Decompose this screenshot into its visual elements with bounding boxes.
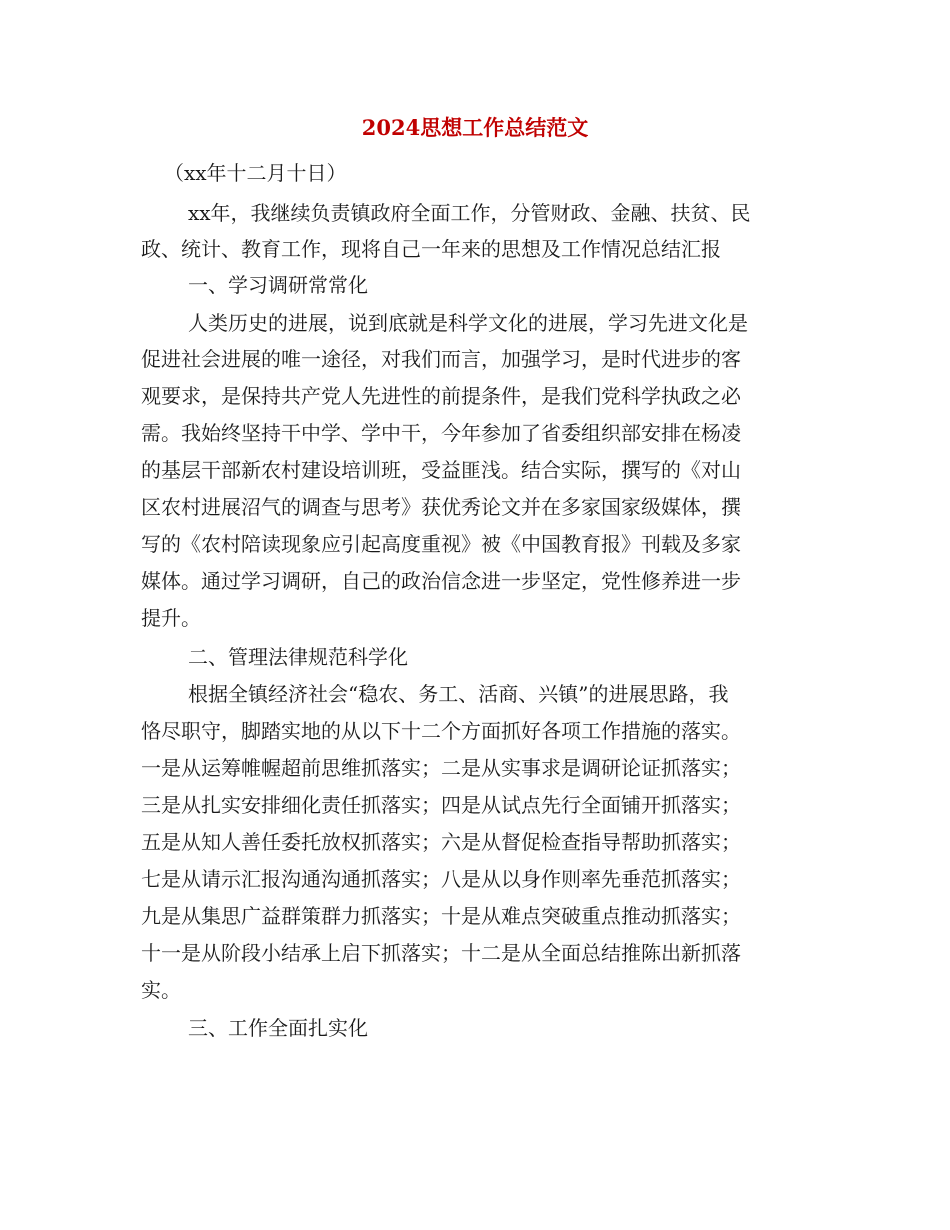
paragraph-line: 提升。 [141, 606, 201, 630]
paragraph-line: 的基层干部新农村建设培训班，受益匪浅。结合实际，撰写的《对山 [141, 458, 741, 482]
paragraph-line: 政、统计、教育工作，现将自己一年来的思想及工作情况总结汇报 [141, 237, 721, 261]
paragraph-line: 七是从请示汇报沟通沟通抓落实；八是从以身作则率先垂范抓落实； [141, 867, 741, 891]
paragraph-line: 恪尽职守，脚踏实地的从以下十二个方面抓好各项工作措施的落实。 [141, 719, 741, 743]
paragraph-line: 一是从运筹帷幄超前思维抓落实；二是从实事求是调研论证抓落实； [141, 756, 741, 780]
paragraph-line: 十一是从阶段小结承上启下抓落实；十二是从全面总结推陈出新抓落 [141, 941, 741, 965]
section-heading: 二、管理法律规范科学化 [188, 645, 408, 669]
paragraph-line: 五是从知人善任委托放权抓落实；六是从督促检查指导帮助抓落实； [141, 830, 741, 854]
paragraph-line: 促进社会进展的唯一途径，对我们而言，加强学习，是时代进步的客 [141, 347, 741, 371]
document-title: 2024思想工作总结范文 [361, 115, 589, 140]
paragraph-line: 需。我始终坚持干中学、学中干，今年参加了省委组织部安排在杨凌 [141, 421, 741, 445]
paragraph-line: 人类历史的进展，说到底就是科学文化的进展，学习先进文化是 [188, 311, 748, 335]
paragraph-line: 写的《农村陪读现象应引起高度重视》被《中国教育报》刊载及多家 [141, 532, 741, 556]
paragraph-line: 根据全镇经济社会“稳农、务工、活商、兴镇”的进展思路，我 [188, 682, 729, 706]
paragraph-line: 九是从集思广益群策群力抓落实；十是从难点突破重点推动抓落实； [141, 904, 741, 928]
paragraph-line: 三是从扎实安排细化责任抓落实；四是从试点先行全面铺开抓落实； [141, 793, 741, 817]
paragraph-line: 观要求，是保持共产党人先进性的前提条件，是我们党科学执政之必 [141, 384, 741, 408]
paragraph-line: 实。 [141, 978, 181, 1002]
paragraph-line: 区农村进展沼气的调查与思考》获优秀论文并在多家国家级媒体，撰 [141, 495, 741, 519]
date-line: （xx年十二月十日） [164, 161, 347, 185]
section-heading: 一、学习调研常常化 [188, 273, 368, 297]
section-heading: 三、工作全面扎实化 [188, 1016, 368, 1040]
paragraph-line: 媒体。通过学习调研，自己的政治信念进一步坚定，党性修养进一步 [141, 569, 741, 593]
paragraph-line: xx年，我继续负责镇政府全面工作，分管财政、金融、扶贫、民 [188, 201, 751, 225]
